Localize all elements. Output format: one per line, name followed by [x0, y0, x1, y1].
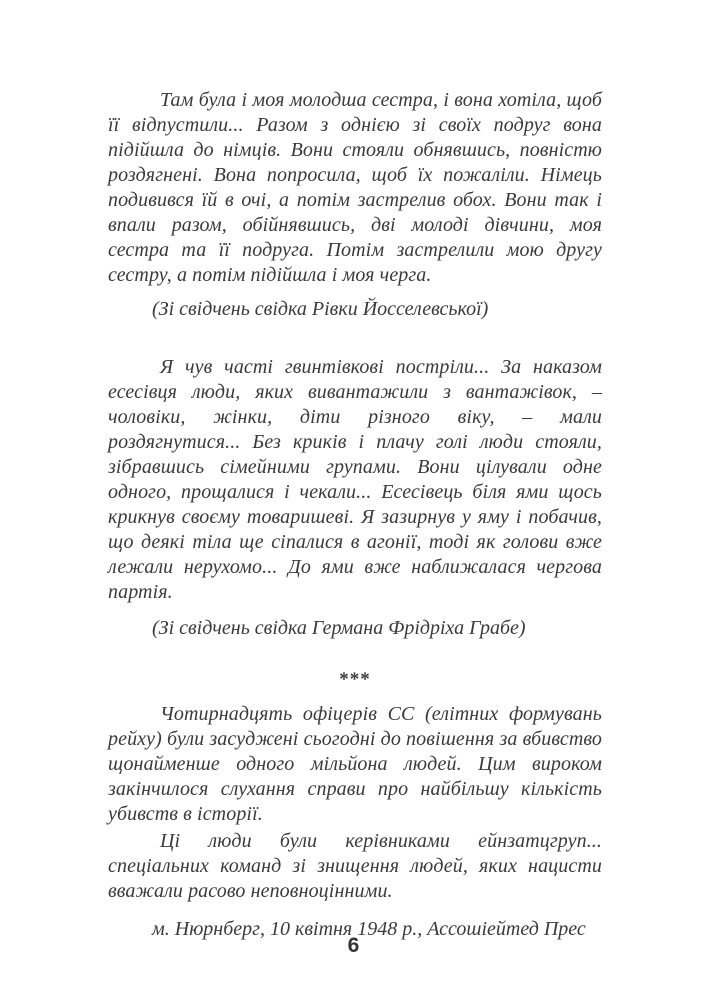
- testimony-attribution-2: (Зі свідчень свідка Германа Фрідріха Грабе): [152, 617, 526, 639]
- text-block: [108, 88, 602, 942]
- news-dateline: м. Нюрнберг, 10 квітня 1948 р., Ассошіейтед Прес: [152, 918, 586, 940]
- news-paragraph-1: Чотирнадцять офіцерів СС (елітних формувань рейху) були засуджені сьогодні до повішення за вбивство щонайменше одного мільйона людей. Цим вироком закінчилося слухання справи про найбільшу кількість убивств в історії.: [108, 703, 602, 825]
- testimony-attribution-1: (Зі свідчень свідка Рівки Йосселевської): [152, 298, 489, 320]
- news-paragraph-2: Ці люди були керівниками ейнзатцгруп... спеціальних команд зі знищення людей, яких нацисти вважали расово неповноцінними.: [108, 830, 602, 902]
- section-separator: ***: [339, 669, 371, 690]
- testimony-paragraph-2: Я чув часті гвинтівкові постріли... За наказом есесівця люди, яких вивантажили з вантажівок, – чоловіки, жінки, діти різного віку, – мали роздягнутися... Без криків і плачу голі люди стояли, зібравшись сімейними групами. Вони цілували одне одного, прощалися і чекали... Есесівець біля ями щось крикнув своєму товаришеві. Я зазирнув у яму і побачив, що деякі тіла ще сіпалися в агонії, тоді як голови вже лежали нерухомо... До ями вже наближалася чергова партія.: [108, 356, 602, 603]
- testimony-paragraph-1: Там була і моя молодша сестра, і вона хотіла, щоб її відпустили... Разом з однією зі своїх подруг вона підійшла до німців. Вони стояли обнявшись, повністю роздягнені. Вона попросила, щоб їх пожаліли. Німець подивився їй в очі, а потім застрелив обох. Вони так і впали разом, обійнявшись, дві молоді дівчини, моя сестра та її подруга. Потім застрелили мою другу сестру, а потім підійшла і моя черга.: [108, 89, 602, 286]
- page-number: 6: [347, 934, 360, 957]
